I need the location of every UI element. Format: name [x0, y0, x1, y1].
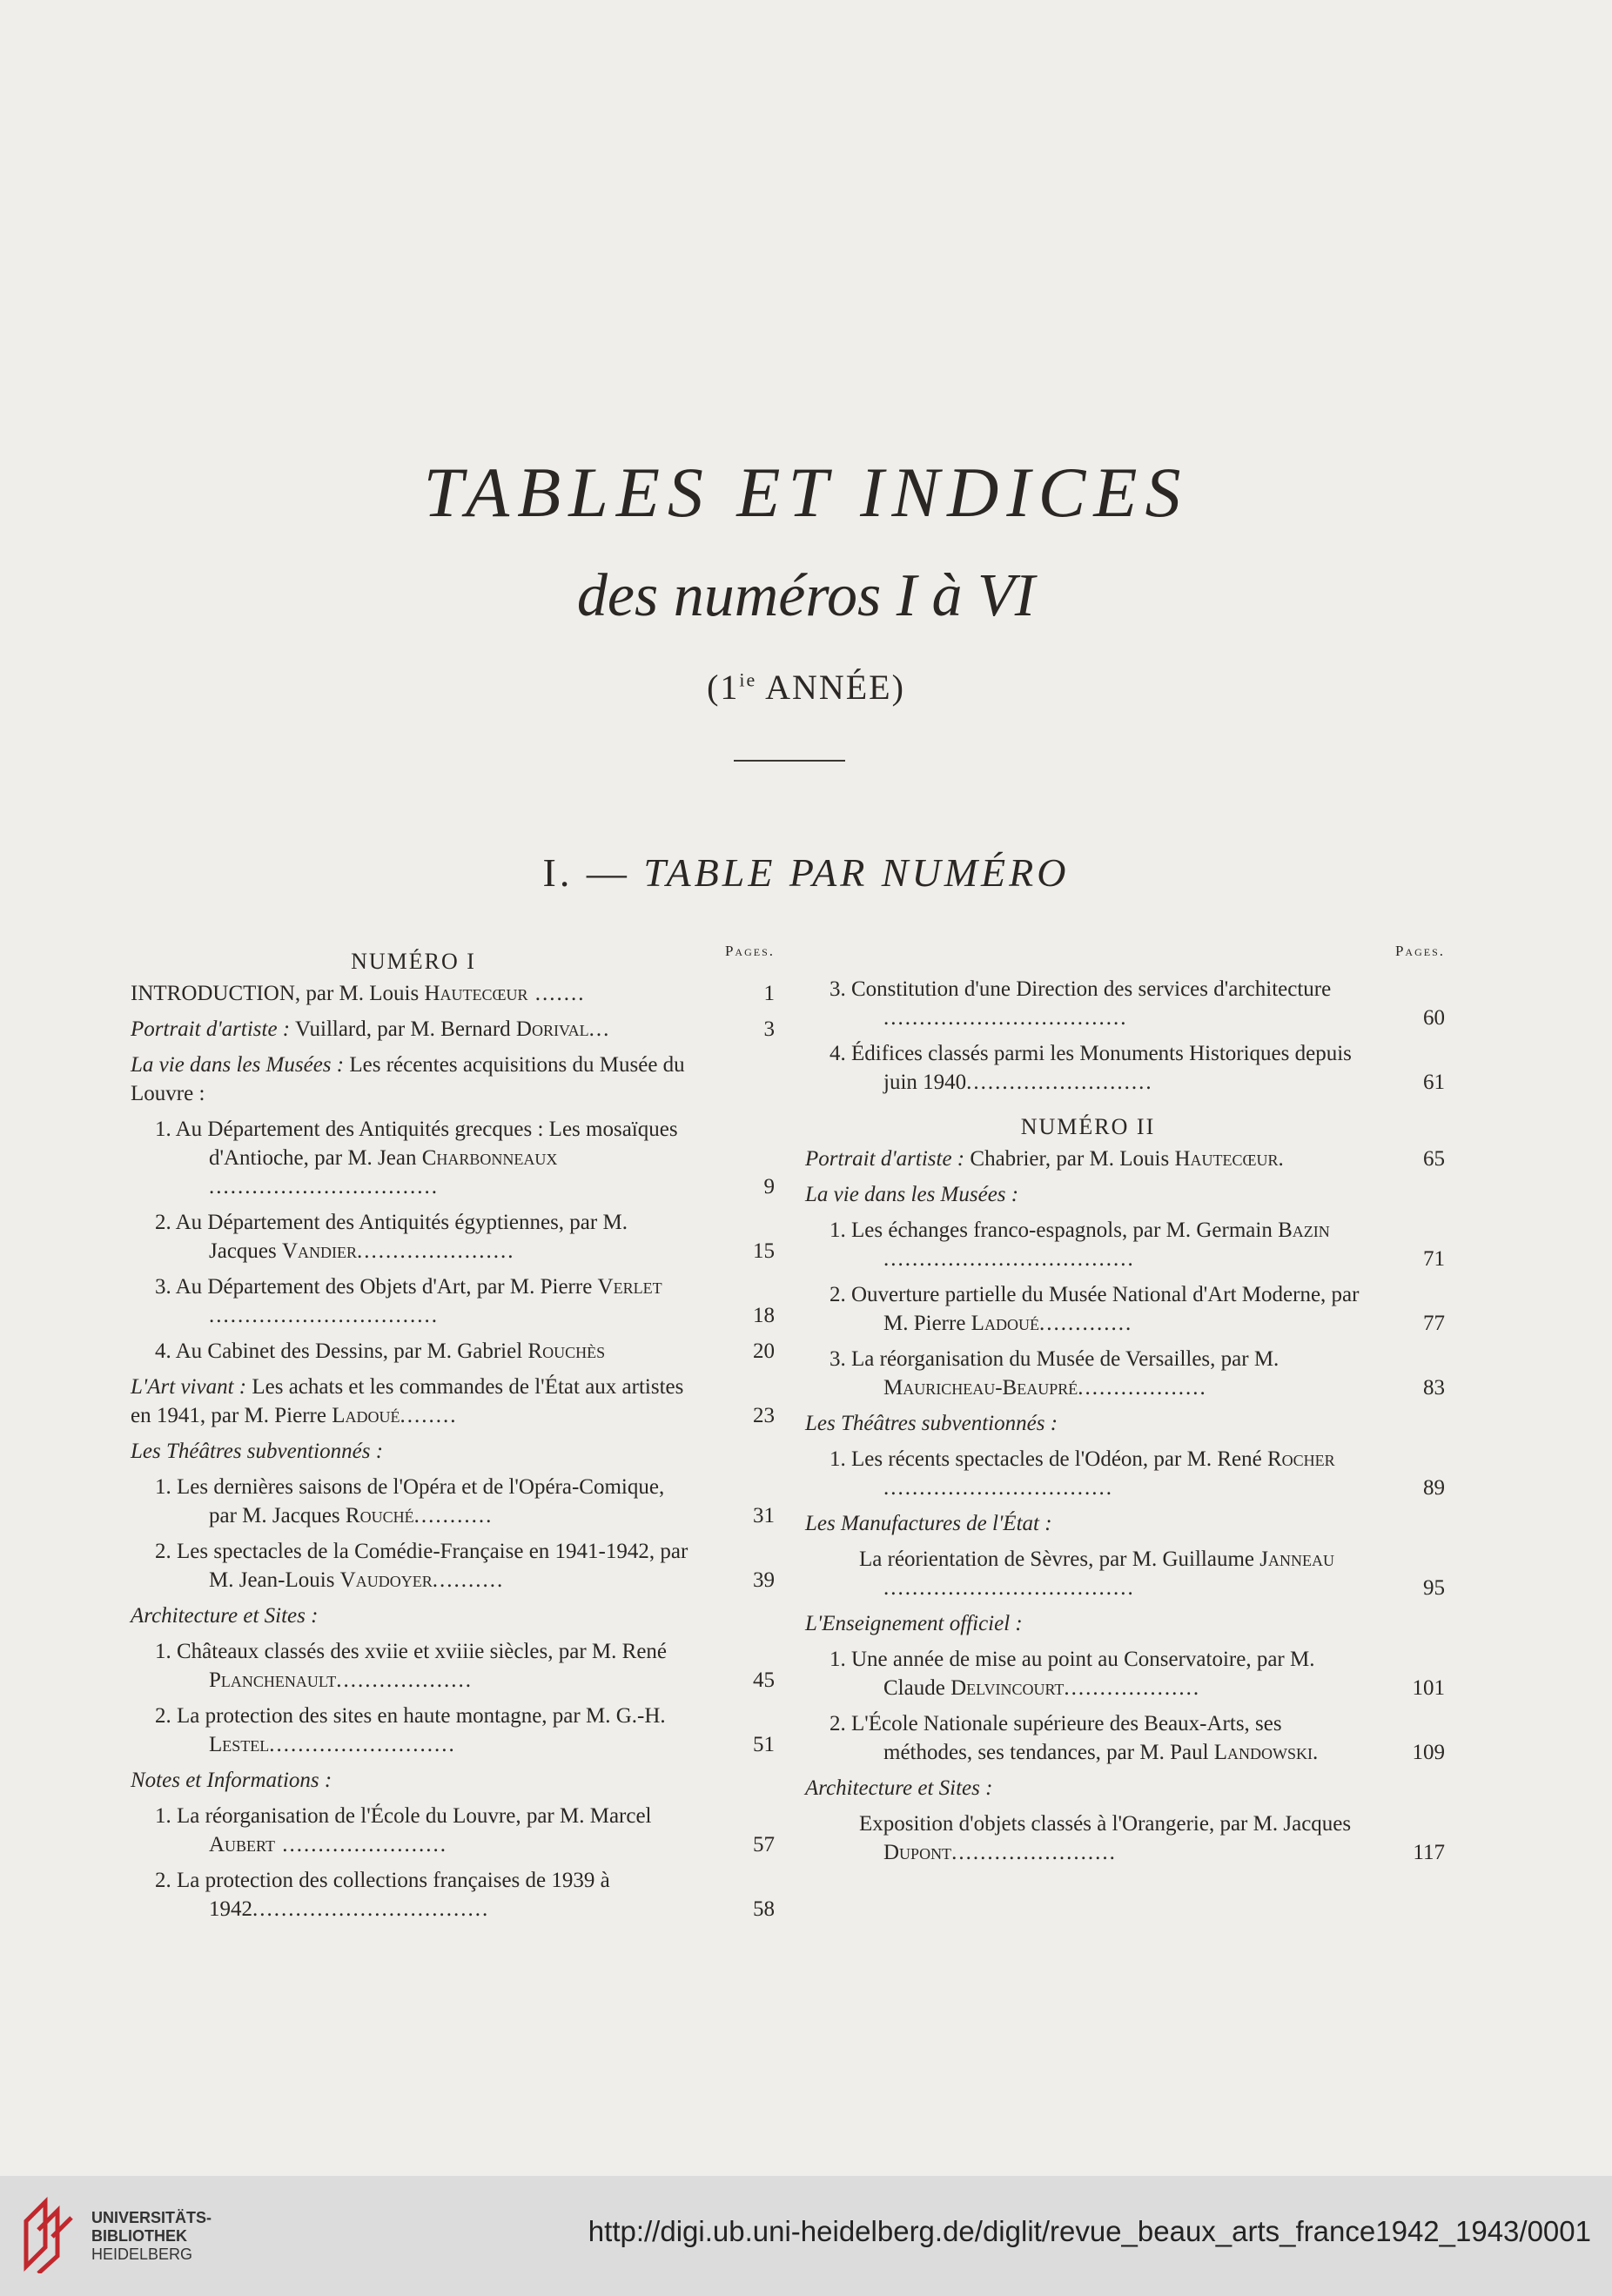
rubric-heading: Architecture et Sites :: [131, 1604, 319, 1628]
page-number: 15: [753, 1239, 775, 1263]
toc-entry[interactable]: 3. Au Département des Objets d'Art, par M. Pierre Verlet ................................ 18: [131, 1272, 775, 1330]
page-number: 3: [763, 1017, 775, 1041]
page-number: 89: [1423, 1476, 1445, 1500]
toc-entry[interactable]: 2. La protection des collections françaises de 1939 à 1942................................. 58: [131, 1866, 775, 1923]
page-number: 45: [753, 1668, 775, 1692]
page-number: 71: [1423, 1247, 1445, 1271]
toc-entry[interactable]: 2. L'École Nationale supérieure des Beaux-Arts, ses méthodes, ses tendances, par M. Paul Landowski. 109: [805, 1709, 1445, 1767]
page-number: 31: [753, 1504, 775, 1527]
library-logo-icon: [19, 2195, 78, 2273]
toc-entry[interactable]: 3. La réorganisation du Musée de Versailles, par M. Mauricheau-Beaupré.................. 83: [805, 1345, 1445, 1402]
page-number: 77: [1423, 1312, 1445, 1335]
page-number: 60: [1423, 1006, 1445, 1030]
toc-entry[interactable]: 4. Au Cabinet des Dessins, par M. Gabriel Rouchès 20: [131, 1337, 775, 1366]
toc-entry[interactable]: INTRODUCTION, par M. Louis Hautecœur ....... 1: [131, 979, 775, 1008]
source-url-link[interactable]: http://digi.ub.uni-heidelberg.de/diglit/revue_beaux_arts_france1942_1943/0001: [588, 2215, 1591, 2247]
rubric-heading: Architecture et Sites :: [805, 1776, 993, 1800]
page-number: 18: [753, 1304, 775, 1327]
toc-entry[interactable]: 2. Au Département des Antiquités égyptiennes, par M. Jacques Vandier...................... 15: [131, 1208, 775, 1265]
subtitle: des numéros I à VI: [576, 562, 1036, 629]
toc-entry[interactable]: 1. Châteaux classés des xviie et xviiie siècles, par M. René Planchenault................... 45: [131, 1637, 775, 1695]
rubric-heading: L'Enseignement officiel :: [805, 1612, 1023, 1635]
rubric-heading: Les Manufactures de l'État :: [805, 1512, 1052, 1535]
page-number: 20: [753, 1339, 775, 1363]
toc-entry[interactable]: 1. Une année de mise au point au Conservatoire, par M. Claude Delvincourt................... 101: [805, 1645, 1445, 1702]
page-number: 109: [1412, 1741, 1445, 1764]
rubric-heading: La vie dans les Musées : Les récentes acquisitions du Musée du Louvre :: [131, 1053, 685, 1105]
toc-entry[interactable]: 1. Les récents spectacles de l'Odéon, par M. René Rocher ................................ 89: [805, 1445, 1445, 1502]
toc-entry[interactable]: 3. Constitution d'une Direction des services d'architecture .................................. 60: [805, 975, 1445, 1032]
rubric-heading: Notes et Informations :: [131, 1769, 332, 1792]
library-name: UNIVERSITÄTS- BIBLIOTHEK HEIDELBERG: [91, 2209, 212, 2263]
toc-entry[interactable]: 2. Ouverture partielle du Musée National d'Art Moderne, par M. Pierre Ladoué............. 77: [805, 1280, 1445, 1338]
toc-entry[interactable]: 1. Au Département des Antiquités grecques : Les mosaïques d'Antioche, par M. Jean Charbonneaux ................................ 9: [131, 1115, 775, 1201]
toc-entry[interactable]: 1. Les échanges franco-espagnols, par M. Germain Bazin ................................... 71: [805, 1216, 1445, 1273]
page-number: 117: [1413, 1841, 1445, 1864]
title-divider: [734, 760, 845, 762]
numero-heading: NUMÉRO I: [351, 949, 476, 974]
page-number: 95: [1423, 1576, 1445, 1600]
page-number: 39: [753, 1568, 775, 1592]
toc-entry[interactable]: 2. Les spectacles de la Comédie-Française en 1941-1942, par M. Jean-Louis Vaudoyer.......... 39: [131, 1537, 775, 1594]
page-number: 23: [753, 1404, 775, 1427]
rubric-heading: Les Théâtres subventionnés :: [131, 1440, 384, 1463]
toc-entry[interactable]: 1. La réorganisation de l'École du Louvre, par M. Marcel Aubert ....................... 57: [131, 1802, 775, 1859]
toc-entry[interactable]: La réorientation de Sèvres, par M. Guillaume Janneau ................................... 95: [805, 1545, 1445, 1602]
page-number: 57: [753, 1833, 775, 1856]
page-number: 58: [753, 1897, 775, 1921]
page-number: 65: [1423, 1147, 1445, 1171]
page-number: 9: [763, 1175, 775, 1198]
pages-header: Pages.: [724, 943, 775, 959]
main-title: TABLES ET INDICES: [423, 453, 1189, 532]
digitization-footer: [0, 2176, 1612, 2296]
toc-entry[interactable]: 4. Édifices classés parmi les Monuments Historiques depuis juin 1940.......................... 61: [805, 1039, 1445, 1097]
toc-entry[interactable]: L'Art vivant : Les achats et les commandes de l'État aux artistes en 1941, par M. Pierre Ladoué........ 23: [131, 1373, 775, 1430]
toc-entry[interactable]: Exposition d'objets classés à l'Orangerie, par M. Jacques Dupont....................... 117: [805, 1809, 1445, 1867]
page-number: 1: [763, 982, 775, 1005]
left-column: [131, 931, 775, 1930]
page-number: 61: [1423, 1071, 1445, 1094]
page-number: 83: [1423, 1376, 1445, 1400]
section-title: I. — TABLE PAR NUMÉRO: [542, 850, 1070, 895]
page-number: 51: [753, 1733, 775, 1756]
rubric-heading: Les Théâtres subventionnés :: [805, 1412, 1058, 1435]
year-label: ($1^{ie}$ ANNÉE): [707, 668, 905, 707]
rubric-heading: La vie dans les Musées :: [805, 1183, 1019, 1206]
page-number: 101: [1412, 1676, 1445, 1700]
toc-entry[interactable]: 2. La protection des sites en haute montagne, par M. G.-H. Lestel.......................... 51: [131, 1702, 775, 1759]
toc-entry[interactable]: Portrait d'artiste : Chabrier, par M. Louis Hautecœur. 65: [805, 1145, 1445, 1173]
numero-heading: NUMÉRO II: [1020, 1114, 1156, 1139]
right-column: [805, 931, 1445, 1874]
pages-header: Pages.: [1394, 943, 1445, 959]
toc-entry[interactable]: 1. Les dernières saisons de l'Opéra et de l'Opéra-Comique, par M. Jacques Rouché........... 31: [131, 1473, 775, 1530]
toc-entry[interactable]: Portrait d'artiste : Vuillard, par M. Bernard Dorival... 3: [131, 1015, 775, 1044]
